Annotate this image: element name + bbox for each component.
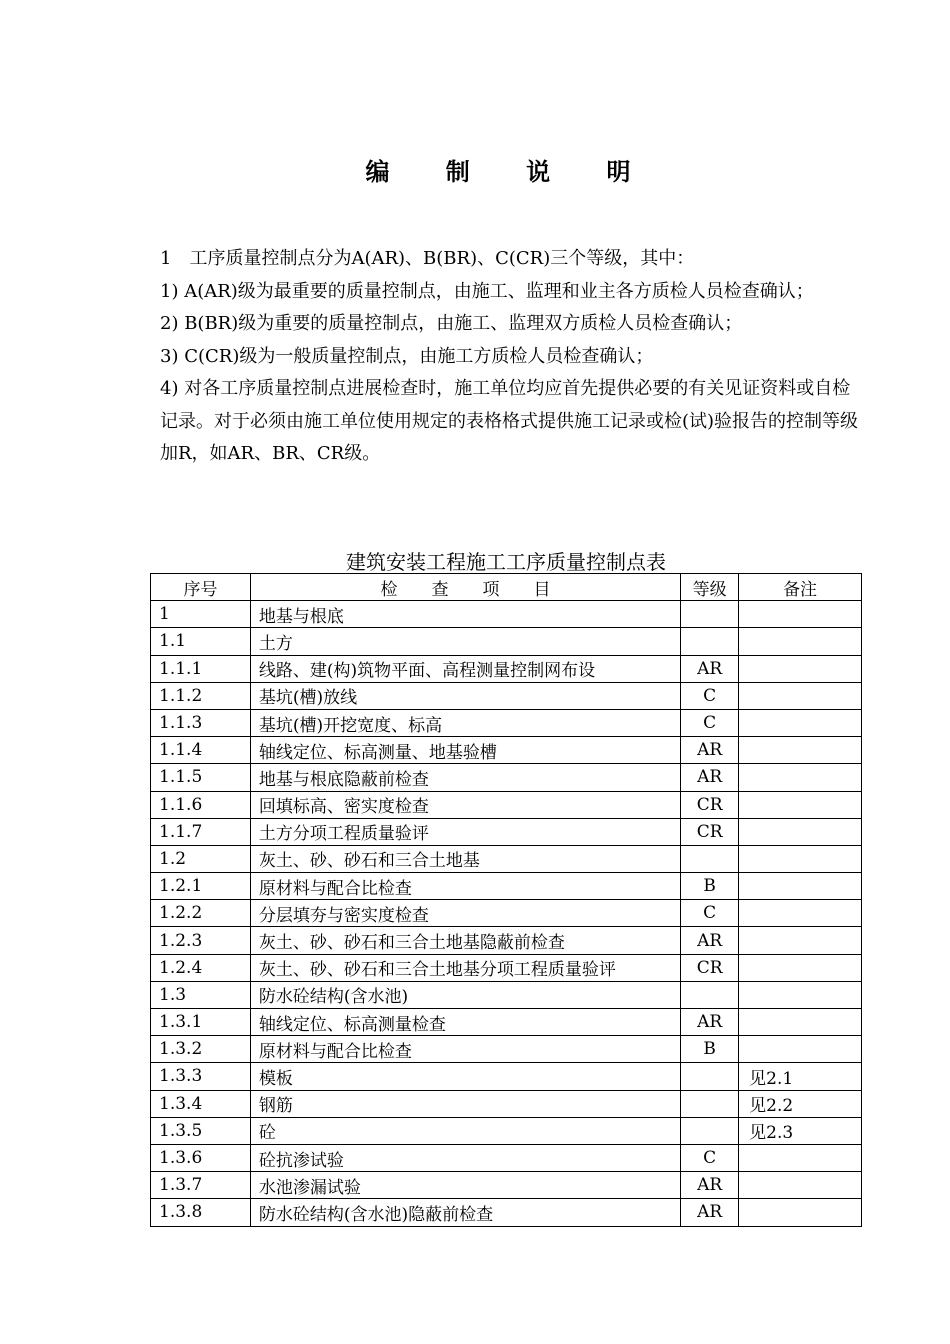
cell-remark	[739, 981, 862, 1008]
cell-grade: AR	[681, 655, 739, 682]
cell-item: 土方分项工程质量验评	[250, 818, 680, 845]
table-row	[151, 1144, 862, 1171]
cell-no: 1.3.7	[151, 1172, 251, 1199]
table-row	[151, 764, 862, 791]
cell-no: 1.1.5	[151, 764, 251, 791]
cell-item: 轴线定位、标高测量、地基验槽	[250, 737, 680, 764]
cell-item: 模板	[250, 1063, 680, 1090]
cell-grade: C	[681, 900, 739, 927]
cell-no: 1.1	[151, 628, 251, 655]
cell-item: 基坑(槽)开挖宽度、标高	[250, 709, 680, 736]
cell-remark	[739, 764, 862, 791]
page-title: 编 制 说 明	[365, 157, 655, 186]
cell-item: 灰土、砂、砂石和三合土地基	[250, 845, 680, 872]
cell-remark	[739, 628, 862, 655]
cell-remark	[739, 1009, 862, 1036]
cell-remark	[739, 1144, 862, 1171]
cell-no: 1.3.6	[151, 1144, 251, 1171]
cell-item: 钢筋	[250, 1090, 680, 1117]
cell-no: 1.3.3	[151, 1063, 251, 1090]
cell-remark	[739, 954, 862, 981]
cell-no: 1.2	[151, 845, 251, 872]
cell-grade	[681, 1063, 739, 1090]
cell-grade	[681, 845, 739, 872]
cell-item: 轴线定位、标高测量检查	[250, 1009, 680, 1036]
note-paragraph: 1 工序质量控制点分为A(AR)、B(BR)、C(CR)三个等级，其中：	[160, 248, 695, 269]
cell-grade: AR	[681, 737, 739, 764]
header-no: 序号	[151, 574, 251, 601]
cell-remark: 见2.1	[739, 1063, 862, 1090]
table-row	[151, 981, 862, 1008]
cell-item: 灰土、砂、砂石和三合土地基分项工程质量验评	[250, 954, 680, 981]
cell-remark	[739, 818, 862, 845]
cell-item: 地基与根底	[250, 601, 680, 628]
table-row	[151, 1090, 862, 1117]
cell-no: 1.2.1	[151, 873, 251, 900]
cell-grade	[681, 1090, 739, 1117]
cell-no: 1.3.4	[151, 1090, 251, 1117]
cell-remark	[739, 845, 862, 872]
table-row	[151, 1117, 862, 1144]
cell-remark	[739, 791, 862, 818]
cell-no: 1.1.2	[151, 682, 251, 709]
table-row	[151, 954, 862, 981]
cell-grade: C	[681, 709, 739, 736]
cell-item: 防水砼结构(含水池)	[250, 981, 680, 1008]
cell-no: 1.1.4	[151, 737, 251, 764]
cell-item: 地基与根底隐蔽前检查	[250, 764, 680, 791]
cell-no: 1.2.4	[151, 954, 251, 981]
cell-remark	[739, 1199, 862, 1226]
cell-no: 1.3.2	[151, 1036, 251, 1063]
notes-section	[160, 243, 865, 471]
cell-grade	[681, 981, 739, 1008]
note-paragraph: 1) A(AR)级为最重要的质量控制点，由施工、监理和业主各方质检人员检查确认；	[160, 280, 814, 302]
cell-item: 回填标高、密实度检查	[250, 791, 680, 818]
cell-remark	[739, 1036, 862, 1063]
table-row	[151, 655, 862, 682]
cell-grade	[681, 628, 739, 655]
cell-grade: B	[681, 873, 739, 900]
cell-item: 砼抗渗试验	[250, 1144, 680, 1171]
cell-grade: CR	[681, 791, 739, 818]
cell-item: 原材料与配合比检查	[250, 873, 680, 900]
cell-item: 水池渗漏试验	[250, 1172, 680, 1199]
note-paragraph: 4) 对各工序质量控制点进展检查时，施工单位均应首先提供必要的有关见证资料或自检记录。对于必须由施工单位使用规定的表格格式提供施工记录或检(试)验报告的控制等级加R，如AR、BR、CR级。	[160, 378, 859, 464]
table-row	[151, 737, 862, 764]
table-row	[151, 900, 862, 927]
table-title: 建筑安装工程施工工序质量控制点表	[346, 550, 666, 574]
table-row	[151, 873, 862, 900]
table-header-row	[151, 574, 862, 601]
cell-no: 1.1.7	[151, 818, 251, 845]
cell-item: 分层填夯与密实度检查	[250, 900, 680, 927]
cell-grade	[681, 1117, 739, 1144]
cell-remark	[739, 601, 862, 628]
cell-no: 1.3.8	[151, 1199, 251, 1226]
table-row	[151, 818, 862, 845]
cell-remark	[739, 1172, 862, 1199]
cell-no: 1.2.3	[151, 927, 251, 954]
cell-remark	[739, 927, 862, 954]
cell-remark	[739, 682, 862, 709]
cell-item: 砼	[250, 1117, 680, 1144]
cell-no: 1.1.1	[151, 655, 251, 682]
table-row	[151, 1009, 862, 1036]
cell-grade: AR	[681, 1172, 739, 1199]
cell-item: 基坑(槽)放线	[250, 682, 680, 709]
table-row	[151, 1199, 862, 1226]
header-item: 检 查 项 目	[250, 574, 680, 601]
cell-no: 1.2.2	[151, 900, 251, 927]
cell-no: 1.1.6	[151, 791, 251, 818]
cell-remark	[739, 873, 862, 900]
header-grade: 等级	[681, 574, 739, 601]
cell-no: 1.3.1	[151, 1009, 251, 1036]
note-paragraph: 3) C(CR)级为一般质量控制点，由施工方质检人员检查确认；	[160, 345, 654, 367]
cell-item: 原材料与配合比检查	[250, 1036, 680, 1063]
cell-remark	[739, 900, 862, 927]
note-paragraph: 2) B(BR)级为重要的质量控制点，由施工、监理双方质检人员检查确认；	[160, 313, 743, 334]
cell-no: 1.3	[151, 981, 251, 1008]
cell-no: 1	[151, 601, 251, 628]
quality-control-table	[150, 573, 862, 1227]
cell-item: 防水砼结构(含水池)隐蔽前检查	[250, 1199, 680, 1226]
table-row	[151, 791, 862, 818]
table-row	[151, 628, 862, 655]
header-remark: 备注	[739, 574, 862, 601]
cell-no: 1.3.5	[151, 1117, 251, 1144]
cell-remark	[739, 709, 862, 736]
cell-grade: CR	[681, 954, 739, 981]
cell-grade: B	[681, 1036, 739, 1063]
cell-grade: AR	[681, 927, 739, 954]
cell-grade: AR	[681, 1009, 739, 1036]
cell-grade: C	[681, 682, 739, 709]
cell-item: 线路、建(构)筑物平面、高程测量控制网布设	[250, 655, 680, 682]
table-row	[151, 1172, 862, 1199]
cell-item: 土方	[250, 628, 680, 655]
cell-item: 灰土、砂、砂石和三合土地基隐蔽前检查	[250, 927, 680, 954]
table-row	[151, 1036, 862, 1063]
cell-remark	[739, 737, 862, 764]
table-row	[151, 927, 862, 954]
table-row	[151, 709, 862, 736]
cell-grade: AR	[681, 764, 739, 791]
cell-remark	[739, 655, 862, 682]
table-row	[151, 682, 862, 709]
cell-grade: CR	[681, 818, 739, 845]
cell-remark: 见2.2	[739, 1090, 862, 1117]
cell-no: 1.1.3	[151, 709, 251, 736]
table-row	[151, 1063, 862, 1090]
cell-remark: 见2.3	[739, 1117, 862, 1144]
cell-grade: AR	[681, 1199, 739, 1226]
table-row	[151, 845, 862, 872]
cell-grade: C	[681, 1144, 739, 1171]
cell-grade	[681, 601, 739, 628]
table-row	[151, 601, 862, 628]
